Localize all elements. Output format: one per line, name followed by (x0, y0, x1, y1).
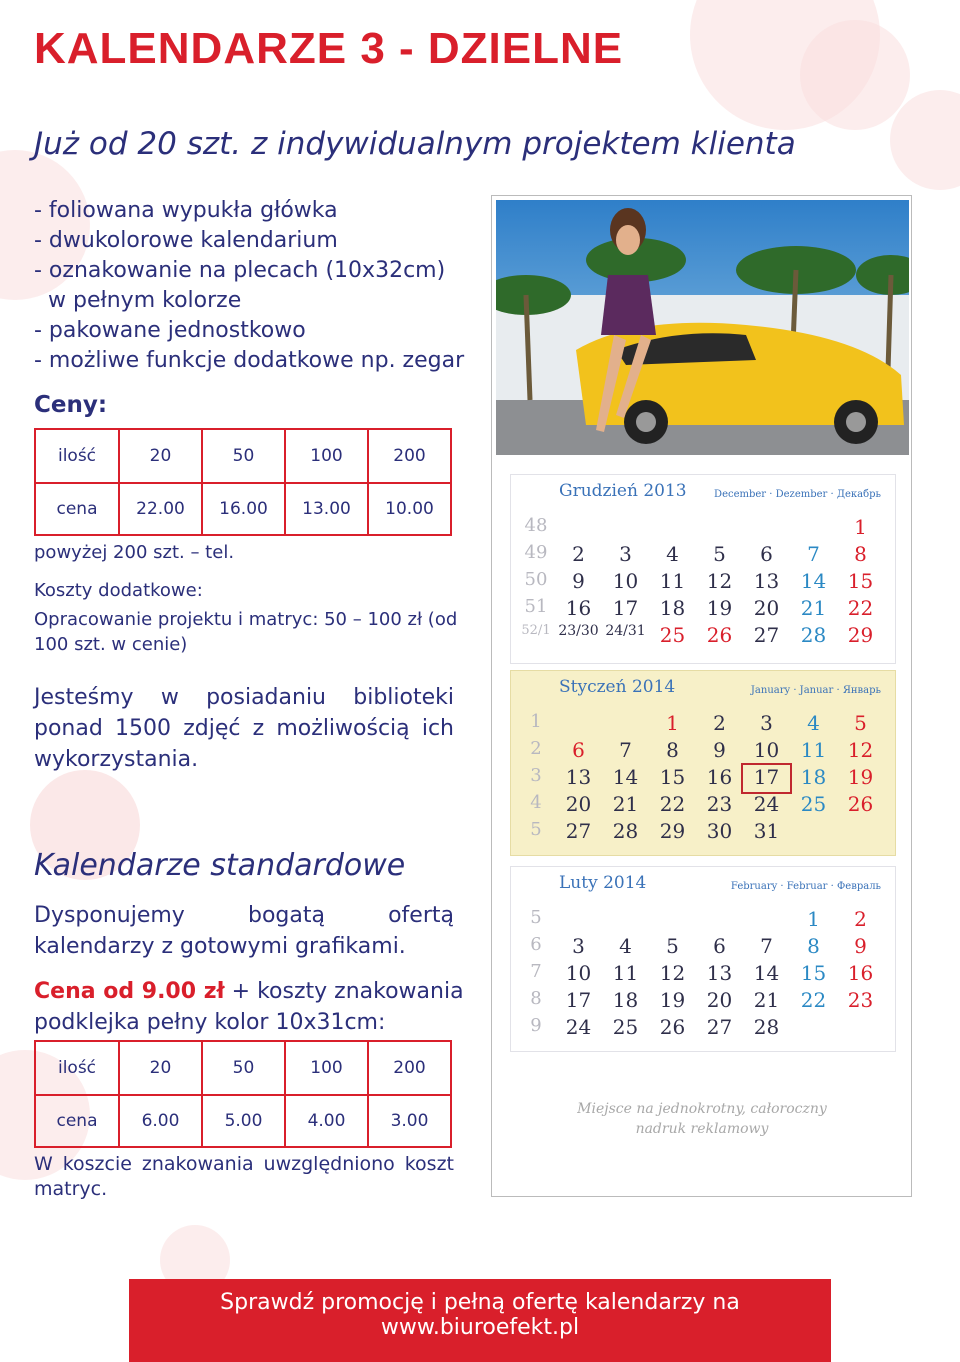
calendar-day (555, 907, 602, 934)
calendar-day: 15 (659, 765, 686, 789)
calendar-day: 2 (572, 542, 585, 566)
calendar-day: 19 (659, 988, 686, 1012)
calendar-day: 26 (706, 623, 733, 647)
calendar-day: 12 (847, 738, 874, 762)
calendar-day: 26 (659, 1015, 686, 1039)
table-cell: ilość (35, 429, 119, 483)
calendar-day: 8 (854, 542, 867, 566)
calendar-day: 9 (572, 569, 585, 593)
calendar-day: 13 (565, 765, 592, 789)
calendar-day: 9 (713, 738, 726, 762)
calendar-day: 27 (753, 623, 780, 647)
calendar-day: 20 (565, 792, 592, 816)
table-cell: 50 (202, 429, 285, 483)
calendar-day: 24 (753, 792, 780, 816)
week-number: 5 (530, 819, 542, 840)
calendar-day: 6 (760, 542, 773, 566)
table-cell: 200 (368, 429, 451, 483)
matrix-note: W koszcie znakowania uwzględniono koszt matryc. (34, 1153, 454, 1200)
calendar-day: 20 (706, 988, 733, 1012)
table-row (35, 1095, 451, 1147)
table-cell: 16.00 (202, 483, 285, 535)
week-number: 3 (530, 765, 542, 786)
calendar-day: 22 (659, 792, 686, 816)
calendar-day: 27 (565, 819, 592, 843)
table-cell: 20 (119, 1041, 202, 1095)
feature-item: w pełnym kolorze (34, 288, 242, 313)
calendar-day: 10 (612, 569, 639, 593)
week-number: 8 (530, 988, 542, 1009)
calendar-day: 17 (565, 988, 592, 1012)
calendar-day: 25 (659, 623, 686, 647)
table-cell: 5.00 (202, 1095, 285, 1147)
calendar-day: 22 (800, 988, 827, 1012)
calendar-month-title: Luty 2014 (559, 873, 647, 893)
calendar-day: 24 (565, 1015, 592, 1039)
calendar-week-row (555, 907, 885, 934)
week-number: 5 (530, 907, 542, 928)
calendar-day: 13 (753, 569, 780, 593)
calendar-day (649, 515, 696, 542)
table-cell: 50 (202, 1041, 285, 1095)
table-cell: 200 (368, 1041, 451, 1095)
feature-list (34, 196, 464, 376)
calendar-day: 3 (619, 542, 632, 566)
feature-item: - dwukolorowe kalendarium (34, 228, 338, 253)
calendar-day: 29 (659, 819, 686, 843)
calendar-day: 11 (800, 738, 827, 762)
footer-banner[interactable]: Sprawdź promocję i pełną ofertę kalendarzy na www.biuroefekt.pl (129, 1279, 831, 1362)
week-numbers (521, 907, 551, 1042)
calendar-day: 3 (760, 711, 773, 735)
calendar-month-december (510, 474, 896, 664)
calendar-day: 4 (619, 934, 632, 958)
calendar-day (602, 515, 649, 542)
calendar-month-january (510, 670, 896, 856)
week-number: 1 (530, 711, 542, 732)
table-cell: 100 (285, 1041, 368, 1095)
calendar-month-alt-title: December · Dezember · Декабрь (714, 489, 881, 500)
calendar-month-alt-title: January · Januar · Январь (750, 685, 881, 696)
calendar-day: 16 (847, 961, 874, 985)
calendar-day: 28 (800, 623, 827, 647)
table-cell: 6.00 (119, 1095, 202, 1147)
price-from-highlight: Cena od 9.00 zł (34, 979, 225, 1004)
calendar-day (555, 515, 602, 542)
calendar-week-row (555, 596, 885, 623)
table-row (35, 1041, 451, 1095)
calendar-day: 24/31 (605, 623, 646, 639)
calendar-day: 11 (659, 569, 686, 593)
table-cell: 20 (119, 429, 202, 483)
extra-costs-label: Koszty dodatkowe: (34, 580, 203, 601)
price-table (34, 428, 452, 536)
week-number: 9 (530, 1015, 542, 1036)
calendar-day (649, 907, 696, 934)
calendar-day-grid (555, 515, 885, 650)
calendar-day: 6 (713, 934, 726, 958)
calendar-week-row (555, 934, 885, 961)
prices-label: Ceny: (34, 392, 108, 418)
table-cell: 10.00 (368, 483, 451, 535)
calendar-day: 28 (753, 1015, 780, 1039)
calendar-day-grid (555, 711, 885, 846)
standard-calendars-title: Kalendarze standardowe (34, 848, 406, 883)
calendar-month-title: Styczeń 2014 (559, 677, 676, 697)
table-cell: 22.00 (119, 483, 202, 535)
calendar-day: 7 (760, 934, 773, 958)
calendar-day: 4 (666, 542, 679, 566)
calendar-day: 9 (854, 934, 867, 958)
calendar-day: 19 (847, 765, 874, 789)
calendar-day (743, 515, 790, 542)
table-cell: ilość (35, 1041, 119, 1095)
calendar-day: 19 (706, 596, 733, 620)
table-cell: 4.00 (285, 1095, 368, 1147)
calendar-day: 5 (713, 542, 726, 566)
calendar-day: 18 (612, 988, 639, 1012)
week-number: 6 (530, 934, 542, 955)
calendar-week-row (555, 711, 885, 738)
week-number: 7 (530, 961, 542, 982)
calendar-day: 20 (753, 596, 780, 620)
calendar-day (696, 515, 743, 542)
page-subtitle: Już od 20 szt. z indywidualnym projektem klienta (34, 126, 796, 162)
calendar-month-february (510, 866, 896, 1052)
calendar-day: 7 (807, 542, 820, 566)
calendar-week-row (555, 961, 885, 988)
calendar-month-alt-title: February · Februar · Февраль (730, 881, 881, 892)
calendar-header-photo (496, 200, 909, 455)
feature-item: - oznakowanie na plecach (10x32cm) (34, 258, 446, 283)
calendar-day: 17 (612, 596, 639, 620)
week-numbers (521, 515, 551, 650)
calendar-day: 16 (565, 596, 592, 620)
week-numbers (521, 711, 551, 846)
calendar-week-row (555, 738, 885, 765)
price-from-text (34, 976, 464, 1038)
calendar-day: 18 (659, 596, 686, 620)
calendar-day (790, 819, 837, 846)
calendar-day: 22 (847, 596, 874, 620)
calendar-day: 1 (807, 907, 820, 931)
calendar-week-row (555, 988, 885, 1015)
table-cell: 13.00 (285, 483, 368, 535)
calendar-day: 5 (666, 934, 679, 958)
calendar-day: 12 (659, 961, 686, 985)
calendar-day (837, 1015, 884, 1042)
advertising-space-text: Miejsce na jednokrotny, całoroczny nadruk reklamowy (577, 1101, 827, 1137)
calendar-day (696, 907, 743, 934)
calendar-product-image (491, 195, 912, 1197)
price-from-rest: + koszty znakowania podklejka pełny kolor 10x31cm: (34, 979, 464, 1035)
extra-costs-text: Opracowanie projektu i matryc: 50 – 100 zł (od 100 szt. w cenie) (34, 609, 458, 655)
calendar-day: 29 (847, 623, 874, 647)
calendar-day: 21 (800, 596, 827, 620)
calendar-day: 23 (706, 792, 733, 816)
library-text: Jesteśmy w posiadaniu biblioteki ponad 1500 zdjęć z możliwością ich wykorzystania. (34, 685, 454, 772)
table-cell: cena (35, 1095, 119, 1147)
table-cell: 3.00 (368, 1095, 451, 1147)
calendar-day: 25 (800, 792, 827, 816)
calendar-day (743, 907, 790, 934)
calendar-day: 1 (666, 711, 679, 735)
week-number: 52/1 (521, 623, 551, 638)
calendar-day (602, 711, 649, 738)
calendar-day: 18 (800, 765, 827, 789)
calendar-day: 14 (612, 765, 639, 789)
calendar-day: 31 (753, 819, 780, 843)
calendar-day: 23 (847, 988, 874, 1012)
page-title: KALENDARZE 3 - DZIELNE (34, 24, 624, 73)
calendar-day (790, 515, 837, 542)
calendar-day: 10 (753, 738, 780, 762)
calendar-week-row (555, 623, 885, 650)
calendar-day: 15 (800, 961, 827, 985)
calendar-day: 12 (706, 569, 733, 593)
above-200-note: powyżej 200 szt. – tel. (34, 542, 235, 563)
calendar-day-grid (555, 907, 885, 1042)
calendar-day: 16 (706, 765, 733, 789)
calendar-week-row (555, 515, 885, 542)
calendar-day: 21 (612, 792, 639, 816)
feature-item: - możliwe funkcje dodatkowe np. zegar (34, 348, 465, 373)
calendar-day: 3 (572, 934, 585, 958)
calendar-week-row (555, 1015, 885, 1042)
week-number: 50 (524, 569, 548, 590)
feature-item: - foliowana wypukła główka (34, 198, 338, 223)
calendar-day (837, 819, 884, 846)
calendar-day-highlighted: 17 (743, 765, 790, 792)
calendar-day: 14 (800, 569, 827, 593)
calendar-week-row (555, 765, 885, 792)
calendar-day (555, 711, 602, 738)
calendar-day (602, 907, 649, 934)
price-table-standard (34, 1040, 452, 1148)
calendar-day: 11 (612, 961, 639, 985)
calendar-day: 15 (847, 569, 874, 593)
standard-calendars-text: Dysponujemy bogatą ofertą kalendarzy z gotowymi grafikami. (34, 903, 454, 959)
calendar-day: 23/30 (558, 623, 599, 639)
calendar-day: 5 (854, 711, 867, 735)
table-row (35, 483, 451, 535)
calendar-day: 21 (753, 988, 780, 1012)
week-number: 48 (524, 515, 548, 536)
week-number: 4 (530, 792, 542, 813)
calendar-day: 25 (612, 1015, 639, 1039)
calendar-day: 4 (807, 711, 820, 735)
calendar-day (790, 1015, 837, 1042)
calendar-week-row (555, 792, 885, 819)
week-number: 2 (530, 738, 542, 759)
calendar-day: 7 (619, 738, 632, 762)
calendar-day: 13 (706, 961, 733, 985)
background-bubble (800, 20, 910, 130)
calendar-day: 1 (854, 515, 867, 539)
calendar-week-row (555, 819, 885, 846)
calendar-month-title: Grudzień 2013 (559, 481, 687, 501)
calendar-day: 2 (713, 711, 726, 735)
calendar-day: 14 (753, 961, 780, 985)
calendar-day: 28 (612, 819, 639, 843)
table-cell: 100 (285, 429, 368, 483)
calendar-week-row (555, 569, 885, 596)
calendar-day: 10 (565, 961, 592, 985)
week-number: 51 (524, 596, 548, 617)
table-row (35, 429, 451, 483)
calendar-day: 8 (666, 738, 679, 762)
calendar-day: 6 (572, 738, 585, 762)
calendar-day: 27 (706, 1015, 733, 1039)
calendar-day: 8 (807, 934, 820, 958)
feature-item: - pakowane jednostkowo (34, 318, 306, 343)
calendar-day: 2 (854, 907, 867, 931)
calendar-day: 26 (847, 792, 874, 816)
table-cell: cena (35, 483, 119, 535)
calendar-day: 30 (706, 819, 733, 843)
calendar-week-row (555, 542, 885, 569)
week-number: 49 (524, 542, 548, 563)
